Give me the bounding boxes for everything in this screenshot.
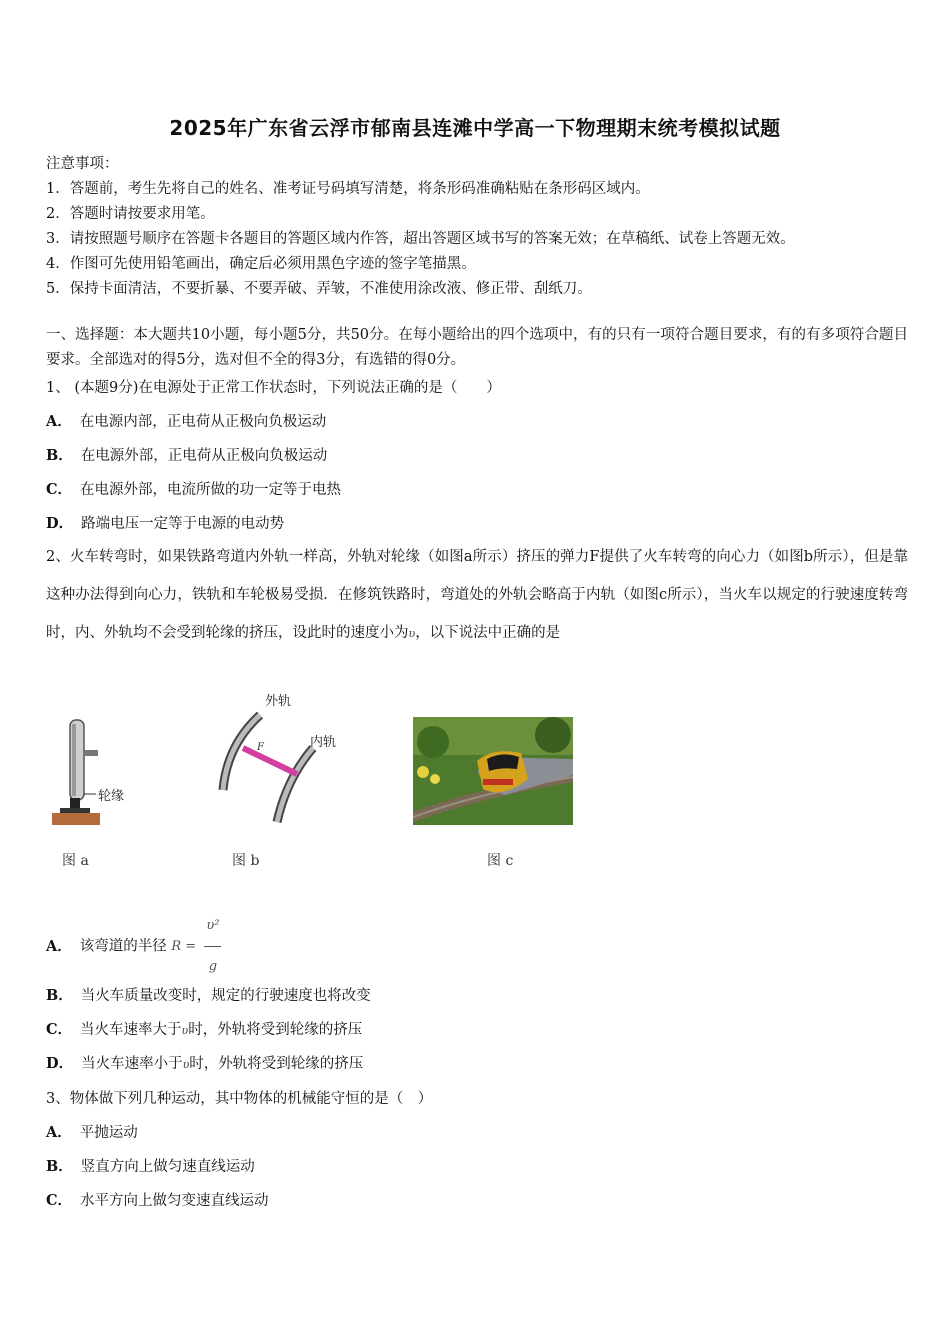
page-title: 2025年广东省云浮市郁南县连滩中学高一下物理期末统考模拟试题 [169, 116, 781, 140]
question-3-option-a: A． 平抛运动 [46, 1124, 138, 1141]
figure-a-label: 轮缘 [98, 789, 125, 804]
question-1-option-b: B． 在电源外部，正电荷从正极向负极运动 [46, 447, 328, 464]
figure-a-wheel-flange [50, 710, 140, 830]
question-3-option-c: C． 水平方向上做匀变速直线运动 [46, 1192, 269, 1209]
question-2-option-c: C． 当火车速率大于υ时，外轨将受到轮缘的挤压 [46, 1021, 363, 1038]
radius-formula: R = $\frac{\text{υ²}}{g}$ [171, 906, 221, 987]
question-2-stem: 2、火车转弯时，如果铁路弯道内外轨一样高，外轨对轮缘（如图a所示）挤压的弹力F提供了火车转弯的向心力（如图b所示），但是靠这种办法得到向心力，铁轨和车轮极易受损．在修筑铁路时，弯道处的外轨会略高于内轨（如图c所示），当火车以规定的行驶速度转弯时，内、外轨均不会受到轮缘的挤压，设此时的速度小为υ，以下说法中正确的是 [46, 549, 908, 641]
notice-item: 5．保持卡面清洁，不要折暴、不要弄破、弄皱，不准使用涂改液、修正带、刮纸刀。 [46, 281, 592, 297]
notice-item: 3．请按照题号顺序在答题卡各题目的答题区域内作答，超出答题区域书写的答案无效；在草稿纸、试卷上答题无效。 [46, 231, 795, 247]
figure-c-train-photo [413, 717, 573, 825]
figure-b-force-label: F [257, 742, 264, 753]
figure-b-rails [205, 690, 345, 830]
question-1-option-d: D． 路端电压一定等于电源的电动势 [46, 515, 285, 532]
question-3-stem: 3、物体做下列几种运动，其中物体的机械能守恒的是（ ） [46, 1091, 433, 1107]
question-2-option-d: D． 当火车速率小于υ时，外轨将受到轮缘的挤压 [46, 1055, 364, 1072]
question-3-option-b: B． 竖直方向上做匀速直线运动 [46, 1158, 255, 1175]
notice-item: 2．答题时请按要求用笔。 [46, 206, 215, 222]
figure-b-caption: 图 b [232, 853, 260, 869]
notice-item: 4．作图可先使用铅笔画出，确定后必须用黑色字迹的签字笔描黑。 [46, 256, 476, 272]
section-intro: 一、选择题：本大题共10小题，每小题5分，共50分。在每小题给出的四个选项中，有的只有一项符合题目要求，有的有多项符合题目要求。全部选对的得5分，选对但不全的得3分，有选错的得0分。 [46, 327, 908, 368]
question-1-option-c: C． 在电源外部，电流所做的功一定等于电热 [46, 481, 342, 498]
notice-heading: 注意事项： [46, 156, 119, 172]
figure-a-caption: 图 a [62, 853, 89, 869]
figure-c-caption: 图 c [487, 853, 514, 869]
question-2-option-b: B． 当火车质量改变时，规定的行驶速度也将改变 [46, 987, 371, 1004]
figure-b-inner-label: 内轨 [310, 735, 337, 750]
question-2-option-a: A． 该弯道的半径 R = $\frac{\text{υ²}}{g}$ [46, 906, 221, 987]
question-1-option-a: A． 在电源内部，正电荷从正极向负极运动 [46, 413, 327, 430]
question-1-stem: 1、 (本题9分)在电源处于正常工作状态时，下列说法正确的是（ ） [46, 380, 501, 396]
figure-b-outer-label: 外轨 [265, 694, 292, 709]
notice-item: 1．答题前，考生先将自己的姓名、准考证号码填写清楚，将条形码准确粘贴在条形码区域内。 [46, 181, 650, 197]
